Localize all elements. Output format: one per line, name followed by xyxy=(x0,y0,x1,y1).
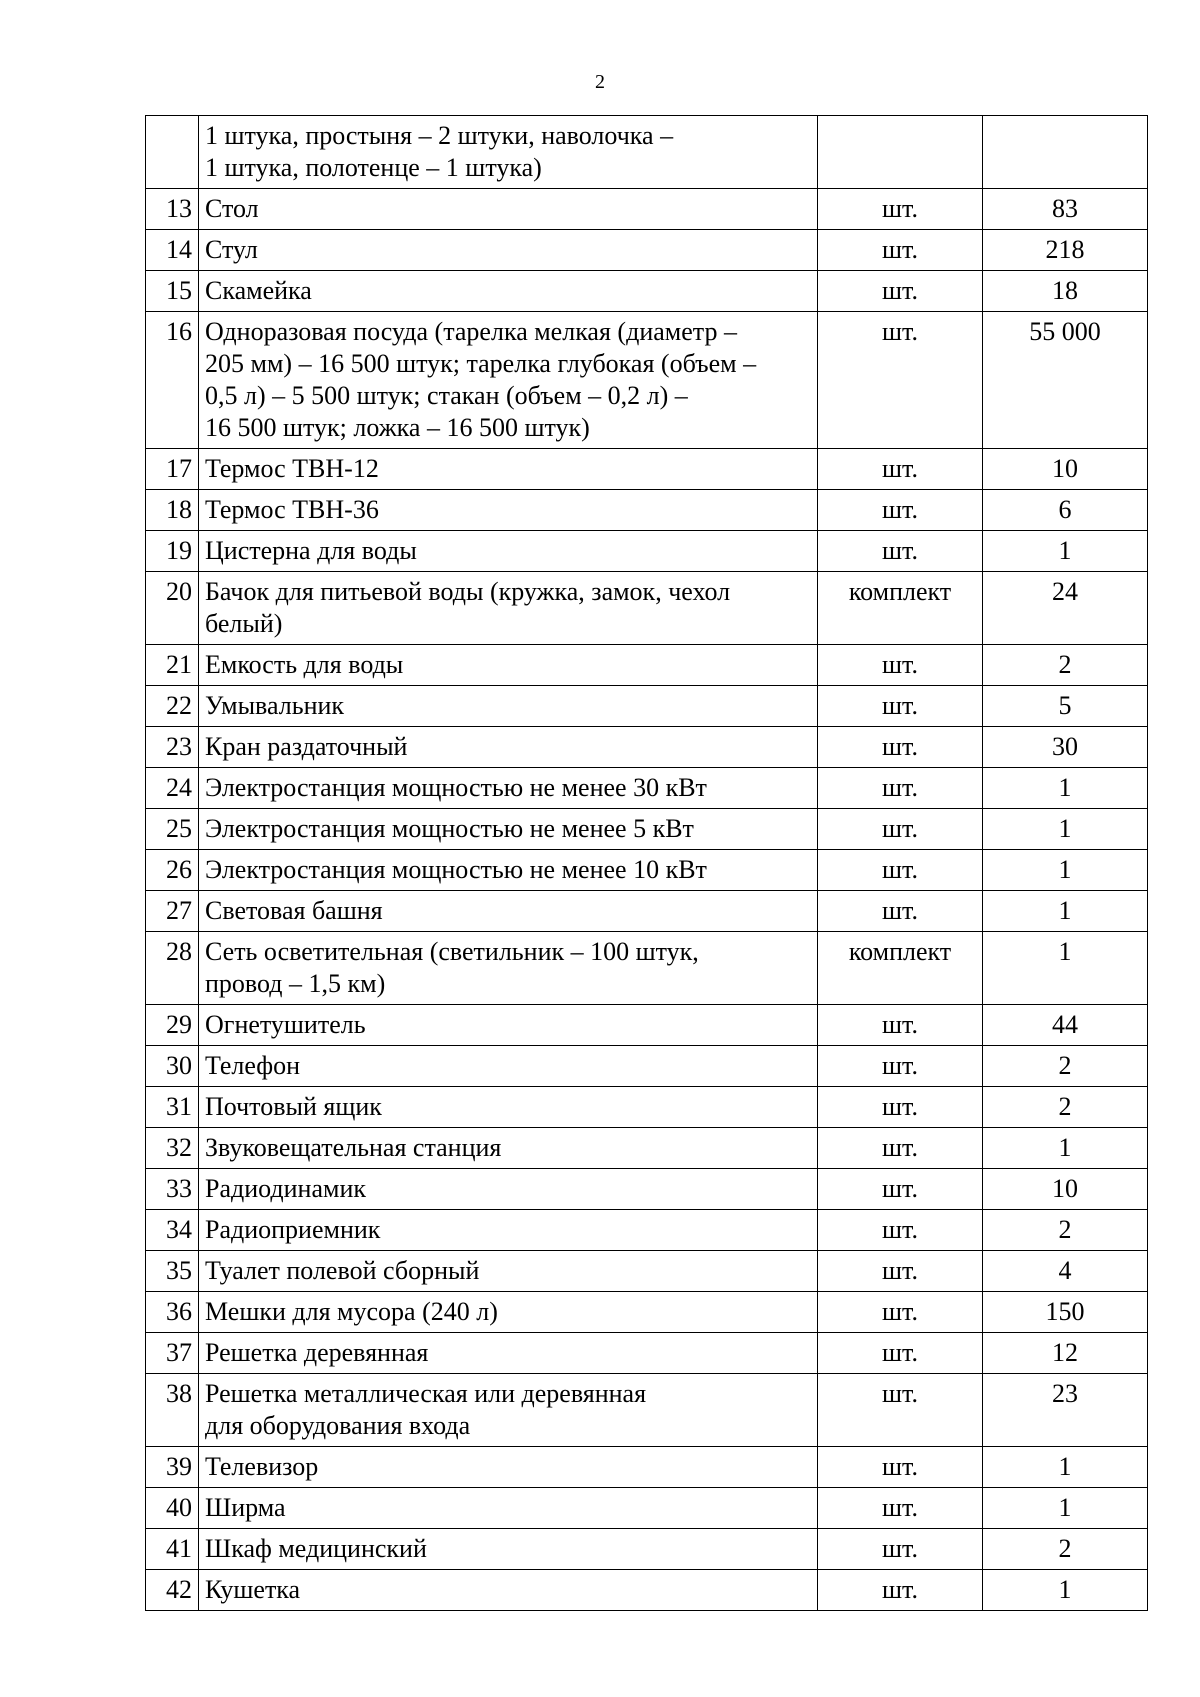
item-unit: шт. xyxy=(818,1128,983,1169)
item-unit: шт. xyxy=(818,1529,983,1570)
row-number: 21 xyxy=(146,645,199,686)
item-name-line: Огнетушитель xyxy=(205,1010,366,1039)
item-name xyxy=(199,531,818,572)
item-name-line: провод – 1,5 км) xyxy=(205,969,386,998)
table-row xyxy=(146,449,1148,490)
item-unit: шт. xyxy=(818,1292,983,1333)
table-row xyxy=(146,1447,1148,1488)
item-name xyxy=(199,230,818,271)
item-name-line: Стол xyxy=(205,194,259,223)
item-name-line: Телевизор xyxy=(205,1452,319,1481)
item-name xyxy=(199,1251,818,1292)
row-number: 35 xyxy=(146,1251,199,1292)
item-unit: шт. xyxy=(818,891,983,932)
item-name xyxy=(199,1570,818,1611)
table-row xyxy=(146,768,1148,809)
page-number: 2 xyxy=(595,71,605,93)
table-row xyxy=(146,891,1148,932)
row-number: 29 xyxy=(146,1005,199,1046)
item-quantity: 1 xyxy=(983,1447,1148,1488)
table-row xyxy=(146,1488,1148,1529)
item-name-line: 16 500 штук; ложка – 16 500 штук) xyxy=(205,413,590,442)
item-name xyxy=(199,932,818,1005)
table-row xyxy=(146,932,1148,1005)
item-name-line: 0,5 л) – 5 500 штук; стакан (объем – 0,2 л) – xyxy=(205,381,688,410)
table-row xyxy=(146,1210,1148,1251)
item-quantity: 4 xyxy=(983,1251,1148,1292)
item-unit: шт. xyxy=(818,230,983,271)
item-name-line: Термос ТВН-12 xyxy=(205,454,379,483)
row-number: 41 xyxy=(146,1529,199,1570)
item-quantity: 44 xyxy=(983,1005,1148,1046)
item-quantity: 18 xyxy=(983,271,1148,312)
item-name-line: Кушетка xyxy=(205,1575,301,1604)
row-number: 20 xyxy=(146,572,199,645)
table-row xyxy=(146,572,1148,645)
row-number xyxy=(146,116,199,189)
row-number: 30 xyxy=(146,1046,199,1087)
table-row xyxy=(146,1292,1148,1333)
item-quantity: 23 xyxy=(983,1374,1148,1447)
item-name-line: Мешки для мусора (240 л) xyxy=(205,1297,498,1326)
item-name xyxy=(199,189,818,230)
item-name-line: 1 штука, полотенце – 1 штука) xyxy=(205,153,542,182)
table-row xyxy=(146,1005,1148,1046)
item-quantity: 2 xyxy=(983,1529,1148,1570)
item-quantity: 1 xyxy=(983,1128,1148,1169)
item-name-line: Ширма xyxy=(205,1493,286,1522)
item-name-line: для оборудования входа xyxy=(205,1411,471,1440)
table-row xyxy=(146,271,1148,312)
item-name xyxy=(199,686,818,727)
item-name xyxy=(199,727,818,768)
item-quantity: 5 xyxy=(983,686,1148,727)
item-unit xyxy=(818,116,983,189)
item-name-line: Бачок для питьевой воды (кружка, замок, чехол xyxy=(205,577,731,606)
item-quantity: 83 xyxy=(983,189,1148,230)
item-name-line: Решетка деревянная xyxy=(205,1338,429,1367)
item-quantity: 1 xyxy=(983,1488,1148,1529)
item-name xyxy=(199,1292,818,1333)
table-row xyxy=(146,1169,1148,1210)
table-row xyxy=(146,312,1148,449)
row-number: 34 xyxy=(146,1210,199,1251)
item-quantity: 12 xyxy=(983,1333,1148,1374)
row-number: 23 xyxy=(146,727,199,768)
item-unit: шт. xyxy=(818,768,983,809)
item-unit: шт. xyxy=(818,531,983,572)
item-name-line: Телефон xyxy=(205,1051,301,1080)
item-name xyxy=(199,116,818,189)
item-quantity: 2 xyxy=(983,1087,1148,1128)
item-quantity: 6 xyxy=(983,490,1148,531)
table-row xyxy=(146,1333,1148,1374)
item-unit: комплект xyxy=(818,572,983,645)
item-name xyxy=(199,891,818,932)
item-quantity: 2 xyxy=(983,1046,1148,1087)
table-row xyxy=(146,230,1148,271)
row-number: 37 xyxy=(146,1333,199,1374)
item-name xyxy=(199,1488,818,1529)
row-number: 40 xyxy=(146,1488,199,1529)
item-quantity: 10 xyxy=(983,449,1148,490)
item-name-line: Стул xyxy=(205,235,258,264)
item-quantity: 1 xyxy=(983,932,1148,1005)
row-number: 28 xyxy=(146,932,199,1005)
item-quantity: 218 xyxy=(983,230,1148,271)
row-number: 31 xyxy=(146,1087,199,1128)
row-number: 19 xyxy=(146,531,199,572)
items-table xyxy=(145,115,1148,1611)
item-quantity: 2 xyxy=(983,645,1148,686)
item-name xyxy=(199,809,818,850)
item-name xyxy=(199,1374,818,1447)
item-quantity: 1 xyxy=(983,891,1148,932)
item-quantity: 55 000 xyxy=(983,312,1148,449)
items-table-body xyxy=(146,116,1148,1611)
row-number: 14 xyxy=(146,230,199,271)
item-name xyxy=(199,645,818,686)
row-number: 22 xyxy=(146,686,199,727)
item-name-line: Шкаф медицинский xyxy=(205,1534,427,1563)
item-name xyxy=(199,768,818,809)
item-unit: шт. xyxy=(818,1447,983,1488)
item-unit: шт. xyxy=(818,1570,983,1611)
row-number: 42 xyxy=(146,1570,199,1611)
item-name-line: Электростанция мощностью не менее 10 кВт xyxy=(205,855,707,884)
item-unit: шт. xyxy=(818,1210,983,1251)
row-number: 13 xyxy=(146,189,199,230)
item-name-line: Цистерна для воды xyxy=(205,536,417,565)
item-unit: шт. xyxy=(818,1005,983,1046)
item-quantity: 1 xyxy=(983,1570,1148,1611)
row-number: 33 xyxy=(146,1169,199,1210)
item-name-line: Решетка металлическая или деревянная xyxy=(205,1379,647,1408)
item-unit: комплект xyxy=(818,932,983,1005)
table-row xyxy=(146,686,1148,727)
item-name xyxy=(199,490,818,531)
item-unit: шт. xyxy=(818,1169,983,1210)
table-row xyxy=(146,809,1148,850)
item-name xyxy=(199,572,818,645)
item-unit: шт. xyxy=(818,449,983,490)
table-row xyxy=(146,727,1148,768)
table-row xyxy=(146,1046,1148,1087)
item-name-line: Туалет полевой сборный xyxy=(205,1256,480,1285)
row-number: 24 xyxy=(146,768,199,809)
item-name-line: Одноразовая посуда (тарелка мелкая (диаметр – xyxy=(205,317,737,346)
item-unit: шт. xyxy=(818,271,983,312)
item-name-line: Кран раздаточный xyxy=(205,732,408,761)
item-name xyxy=(199,1447,818,1488)
item-name xyxy=(199,271,818,312)
item-quantity: 2 xyxy=(983,1210,1148,1251)
item-name xyxy=(199,1087,818,1128)
item-unit: шт. xyxy=(818,809,983,850)
table-row xyxy=(146,531,1148,572)
item-name-line: Звуковещательная станция xyxy=(205,1133,502,1162)
item-unit: шт. xyxy=(818,850,983,891)
item-name xyxy=(199,1529,818,1570)
item-quantity: 1 xyxy=(983,850,1148,891)
row-number: 16 xyxy=(146,312,199,449)
row-number: 38 xyxy=(146,1374,199,1447)
item-name xyxy=(199,1046,818,1087)
item-name-line: Термос ТВН-36 xyxy=(205,495,379,524)
item-name-line: 1 штука, простыня – 2 штуки, наволочка – xyxy=(205,121,674,150)
table-row xyxy=(146,1251,1148,1292)
item-unit: шт. xyxy=(818,490,983,531)
item-name-line: Почтовый ящик xyxy=(205,1092,382,1121)
item-unit: шт. xyxy=(818,727,983,768)
table-row xyxy=(146,1128,1148,1169)
item-name xyxy=(199,312,818,449)
item-name xyxy=(199,850,818,891)
item-name-line: Радиоприемник xyxy=(205,1215,381,1244)
item-quantity: 1 xyxy=(983,809,1148,850)
table-row xyxy=(146,189,1148,230)
item-name xyxy=(199,1333,818,1374)
item-unit: шт. xyxy=(818,189,983,230)
item-quantity: 150 xyxy=(983,1292,1148,1333)
item-quantity: 30 xyxy=(983,727,1148,768)
item-name-line: Световая башня xyxy=(205,896,383,925)
item-unit: шт. xyxy=(818,1374,983,1447)
item-quantity: 10 xyxy=(983,1169,1148,1210)
item-name xyxy=(199,1128,818,1169)
item-unit: шт. xyxy=(818,686,983,727)
item-name xyxy=(199,1169,818,1210)
table-row xyxy=(146,850,1148,891)
item-name-line: Умывальник xyxy=(205,691,345,720)
item-name xyxy=(199,1210,818,1251)
table-row xyxy=(146,490,1148,531)
table-row xyxy=(146,116,1148,189)
item-name-line: Электростанция мощностью не менее 5 кВт xyxy=(205,814,694,843)
table-row xyxy=(146,1570,1148,1611)
row-number: 15 xyxy=(146,271,199,312)
row-number: 17 xyxy=(146,449,199,490)
item-name xyxy=(199,1005,818,1046)
item-unit: шт. xyxy=(818,1251,983,1292)
row-number: 36 xyxy=(146,1292,199,1333)
item-name-line: Скамейка xyxy=(205,276,312,305)
table-row xyxy=(146,1374,1148,1447)
row-number: 25 xyxy=(146,809,199,850)
item-name-line: белый) xyxy=(205,609,283,638)
row-number: 39 xyxy=(146,1447,199,1488)
item-unit: шт. xyxy=(818,1333,983,1374)
item-unit: шт. xyxy=(818,645,983,686)
item-name-line: Емкость для воды xyxy=(205,650,404,679)
table-row xyxy=(146,1087,1148,1128)
item-name-line: Электростанция мощностью не менее 30 кВт xyxy=(205,773,707,802)
item-quantity: 1 xyxy=(983,768,1148,809)
item-unit: шт. xyxy=(818,1488,983,1529)
item-name-line: 205 мм) – 16 500 штук; тарелка глубокая (объем – xyxy=(205,349,757,378)
row-number: 26 xyxy=(146,850,199,891)
item-unit: шт. xyxy=(818,1087,983,1128)
item-name xyxy=(199,449,818,490)
item-quantity: 1 xyxy=(983,531,1148,572)
item-unit: шт. xyxy=(818,312,983,449)
row-number: 27 xyxy=(146,891,199,932)
item-unit: шт. xyxy=(818,1046,983,1087)
item-name-line: Сеть осветительная (светильник – 100 штук, xyxy=(205,937,699,966)
table-row xyxy=(146,1529,1148,1570)
row-number: 18 xyxy=(146,490,199,531)
item-quantity: 24 xyxy=(983,572,1148,645)
item-quantity xyxy=(983,116,1148,189)
row-number: 32 xyxy=(146,1128,199,1169)
item-name-line: Радиодинамик xyxy=(205,1174,366,1203)
table-row xyxy=(146,645,1148,686)
